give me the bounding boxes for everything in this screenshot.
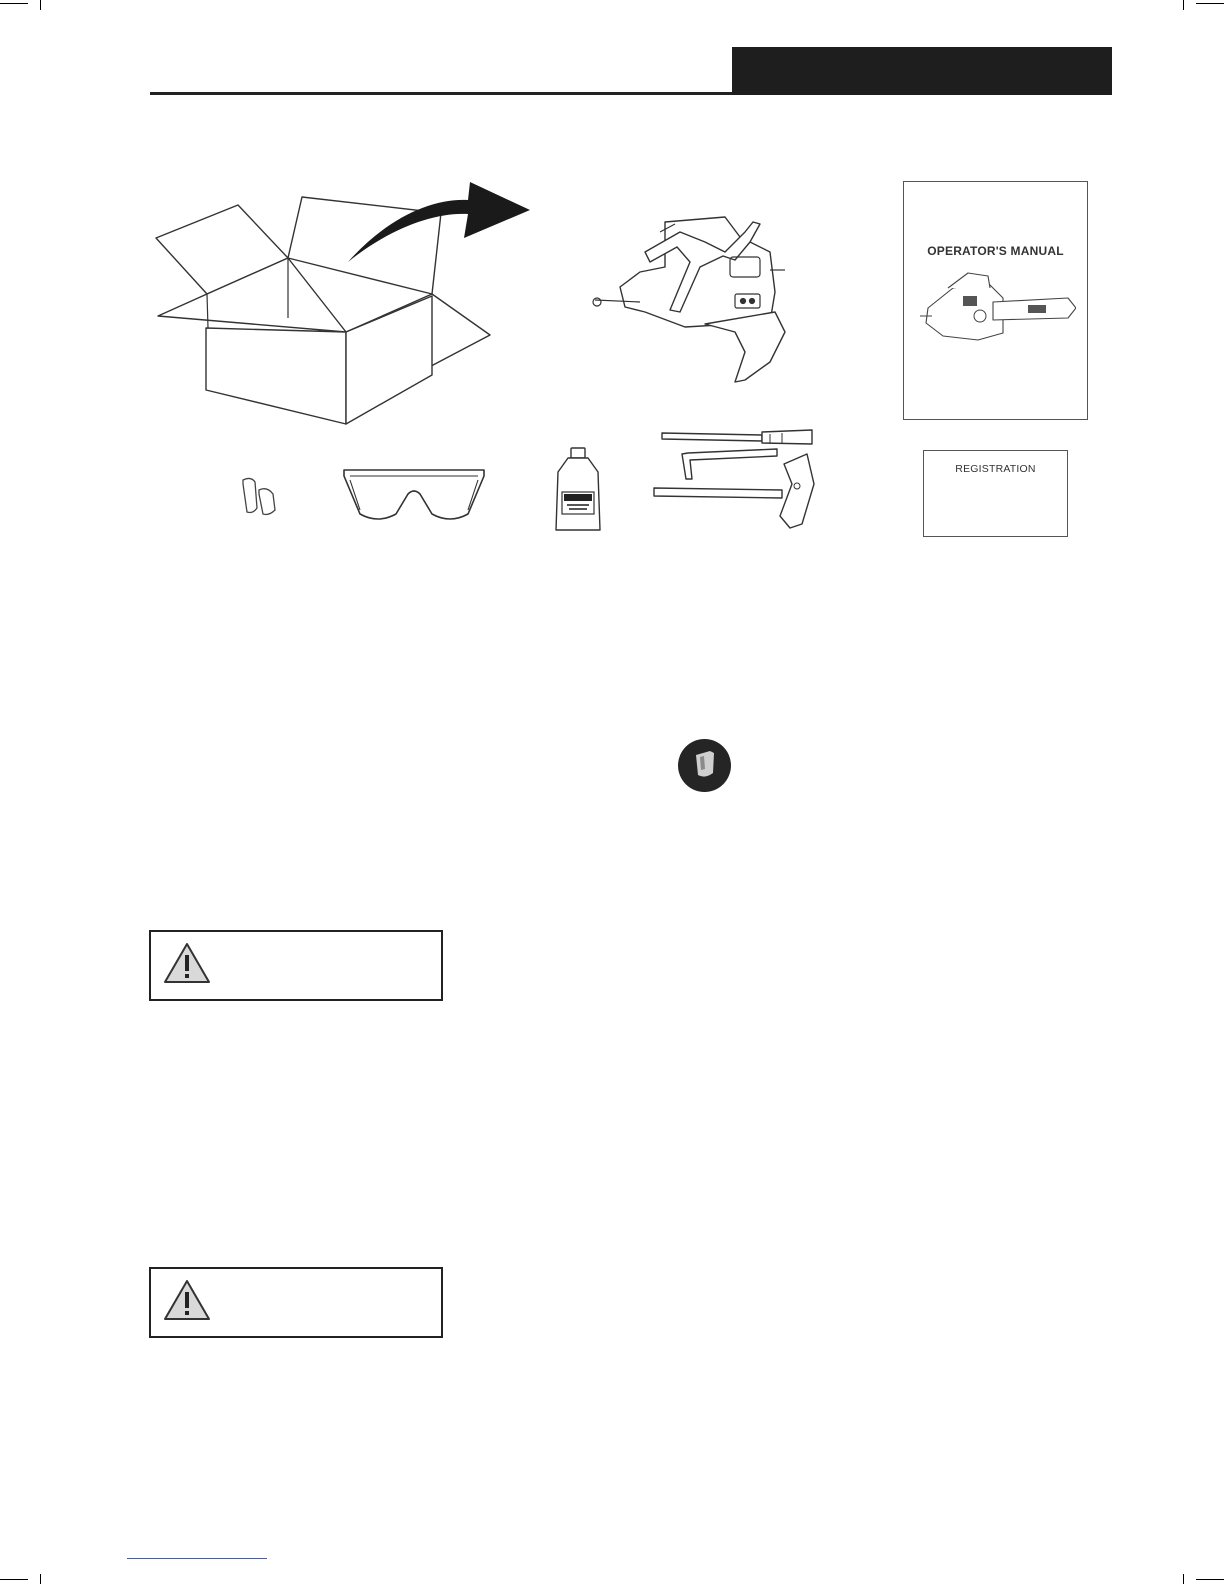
operators-manual-booklet [903, 181, 1088, 420]
crop-mark-top-left-v [40, 0, 41, 10]
manual-cover-title: OPERATOR'S MANUAL [927, 244, 1064, 258]
hand-note-icon [678, 739, 731, 792]
warning-box-1 [149, 930, 443, 1001]
warning-triangle-icon [163, 942, 211, 984]
crop-mark-bottom-left [0, 1579, 28, 1580]
warning-triangle-icon [163, 1279, 211, 1321]
tools-icon [652, 424, 814, 530]
chainsaw-powerhead-icon [585, 212, 805, 387]
safety-glasses-icon [340, 464, 488, 526]
registration-label: REGISTRATION [955, 463, 1036, 475]
manual-chainsaw-icon [918, 268, 1076, 358]
warning-box-2 [149, 1267, 443, 1338]
crop-mark-bottom-right-v [1183, 1574, 1184, 1584]
crop-mark-top-right [1196, 3, 1224, 4]
oil-bottle-icon [553, 446, 603, 532]
crop-mark-top-right-v [1183, 0, 1184, 10]
crop-mark-bottom-right [1196, 1579, 1224, 1580]
ear-plugs-icon [235, 474, 283, 520]
registration-card [923, 450, 1068, 537]
crop-mark-bottom-left-v [40, 1574, 41, 1584]
unpack-arrow-icon [340, 180, 540, 270]
footer-link[interactable] [127, 1558, 267, 1559]
header-tab [732, 47, 1112, 95]
crop-mark-top-left [0, 3, 28, 4]
